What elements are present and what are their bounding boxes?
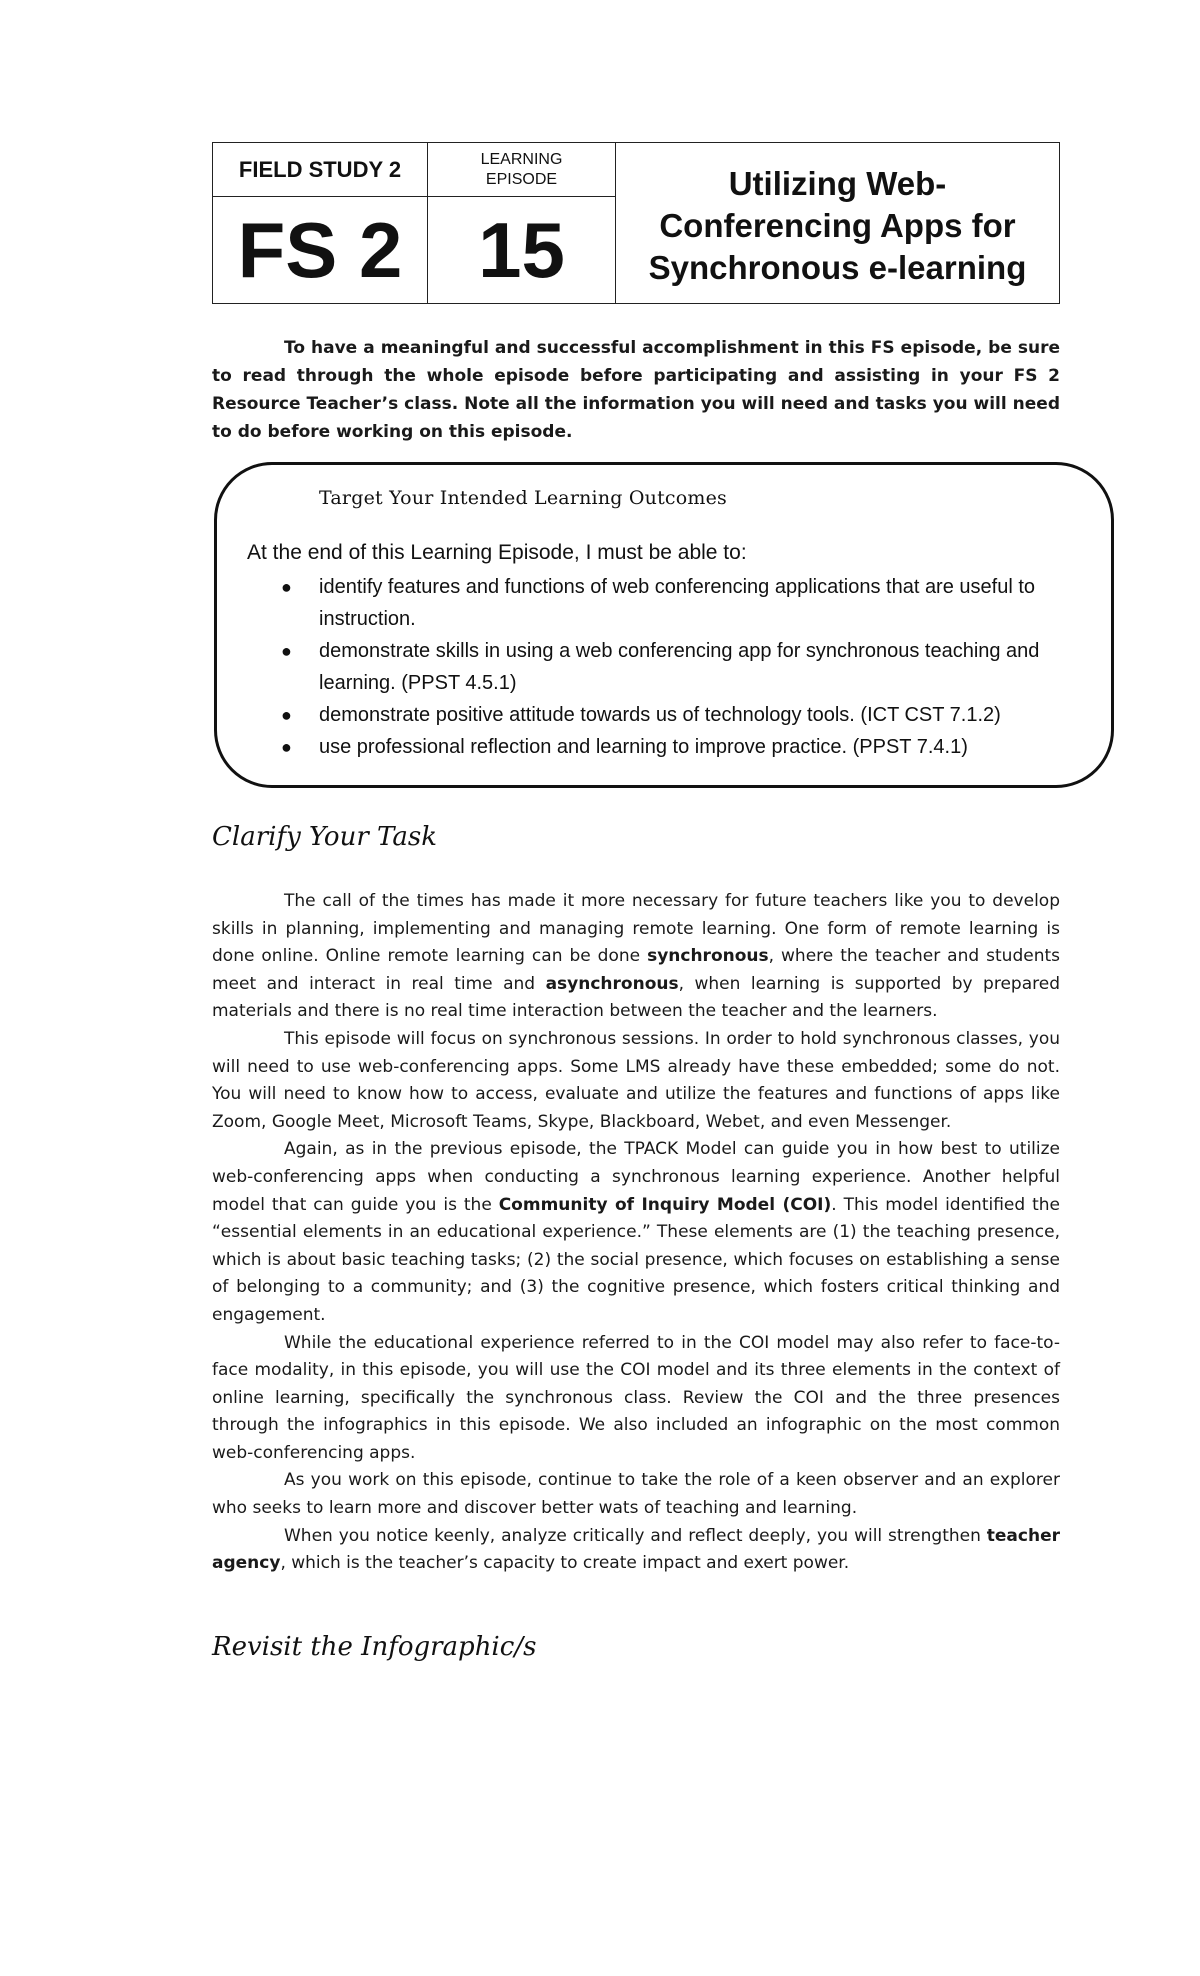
learning-episode-label-line2: EPISODE [485,170,558,188]
outcomes-title: Target Your Intended Learning Outcomes [319,487,728,509]
outcome-item [247,635,1097,699]
bold-term: synchronous [647,946,769,967]
field-study-label: FIELD STUDY 2 [213,143,428,197]
episode-title-line3: Synchronous e-learning [648,249,1027,286]
bullet-icon: ● [281,737,292,757]
clarify-task-body [212,888,1060,1578]
body-text-span: , where the teacher and students meet and interact in real time and [212,946,1060,994]
learning-episode-label-line1: LEARNING [480,150,563,168]
fs-code: FS 2 [213,197,428,303]
bullet-icon: ● [281,705,292,725]
outcome-text: use professional reflection and learning to improve practice. (PPST 7.4.1) [319,736,968,758]
body-text-span: The call of the times has made it more necessary for future teachers like you to develop skills in planning, implementing and managing remote learning. One form of remote learning is done online. Online remote learning can be done [212,891,1060,967]
body-text-span: , when learning is supported by prepared materials and there is no real time interaction between the teacher and the learners. [212,973,1060,1022]
outcome-text: demonstrate skills in using a web conferencing app for synchronous teaching and learning. (PPST 4.5.1) [319,640,1040,694]
bold-term: Community of Inquiry Model (COI) [498,1194,832,1215]
outcome-text: identify features and functions of web conferencing applications that are useful to instruction. [319,576,1036,630]
outcome-item [247,699,1097,731]
outcomes-lead: At the end of this Learning Episode, I must be able to: [247,541,747,564]
episode-title [616,143,1059,303]
bold-term: teacher agency [212,1525,1060,1574]
body-text-span: Again, as in the previous episode, the TPACK Model can guide you in how best to utilize web-conferencing apps when conducting a synchronous learning experience. Another helpful model that can guide you is the [212,1139,1060,1215]
revisit-infographics-heading: Revisit the Infographic/s [212,1632,537,1662]
outcome-text: demonstrate positive attitude towards us of technology tools. (ICT CST 7.1.2) [319,704,1001,726]
body-text-span: . This model identified the “essential elements in an educational experience.” These elements are (1) the teaching presence, which is about basic teaching tasks; (2) the social presence, which focuses on establishing a sense of belonging to a community; and (3) the cognitive presence, which fosters critical thinking and engagement. [212,1194,1061,1325]
body-paragraph: As you work on this episode, continue to take the role of a keen observer and an explorer who seeks to learn more and discover better wats of teaching and learning. [212,1470,1060,1519]
bullet-icon: ● [281,577,292,597]
episode-number: 15 [428,197,616,303]
body-paragraph [212,1523,1060,1578]
bold-term: asynchronous [545,973,679,994]
outcome-item [247,571,1097,635]
episode-header-table [212,142,1060,304]
episode-title-line1: Utilizing Web- [728,165,947,202]
clarify-task-heading: Clarify Your Task [212,822,437,852]
body-text-span: , which is the teacher’s capacity to create impact and exert power. [280,1553,850,1574]
learning-outcomes-box [214,462,1114,788]
body-paragraph: This episode will focus on synchronous sessions. In order to hold synchronous classes, you will need to use web-conferencing apps. Some LMS already have these embedded; some do not. You will need to know how to access, evaluate and utilize the features and functions of apps like Zoom, Google Meet, Microsoft Teams, Skype, Blackboard, Webet, and even Messenger. [212,1028,1060,1132]
body-paragraph [212,888,1060,1026]
bullet-icon: ● [281,641,292,661]
body-paragraph [212,1136,1060,1329]
intro-text: To have a meaningful and successful accomplishment in this FS episode, be sure to read through the whole episode before participating and assisting in your FS 2 Resource Teacher’s class. Note all the information you will need and tasks you will need to do before working on this episode. [212,338,1060,442]
outcomes-list [247,571,1097,763]
learning-episode-label [428,143,616,197]
outcome-item [247,731,1097,763]
body-text-span: When you notice keenly, analyze critically and reflect deeply, you will strengthen [284,1525,987,1546]
intro-paragraph [212,334,1060,446]
body-paragraph: While the educational experience referred to in the COI model may also refer to face-to-face modality, in this episode, you will use the COI model and its three elements in the context of online learning, specifically the synchronous class. Review the COI and the three presences through the infographics in this episode. We also included an infographic on the most common web-conferencing apps. [212,1332,1060,1463]
episode-title-line2: Conferencing Apps for [659,207,1016,244]
